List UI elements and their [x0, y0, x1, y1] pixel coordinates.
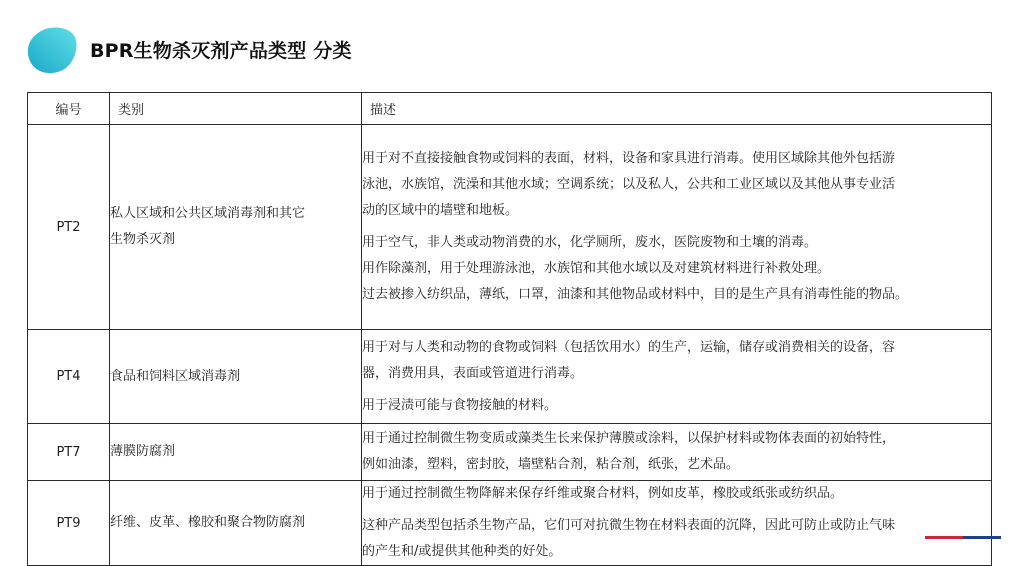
row-category [110, 424, 362, 481]
table-row [28, 330, 992, 424]
description-line: 器，消费用具，表面或管道进行消毒。 [362, 365, 584, 381]
header-description-label: 描述 [370, 103, 397, 118]
row-code: PT4 [28, 330, 110, 424]
description-paragraph [362, 481, 991, 507]
footer-accent-red [925, 536, 963, 539]
description-line: 例如油漆，塑料，密封胶，墙壁粘合剂，粘合剂，纸张，艺术品。 [362, 457, 740, 472]
description-line: 的产生和/或提供其他种类的好处。 [362, 544, 562, 559]
category-line: 纤维、皮革、橡胶和聚合物防腐剂 [110, 515, 306, 530]
description-paragraph [362, 230, 991, 308]
row-description [362, 330, 992, 424]
header-no [28, 93, 110, 125]
row-code: PT9 [28, 481, 110, 566]
description-paragraph [362, 513, 991, 565]
description-line: 用作除藻剂，用于处理游泳池，水族馆和其他水域以及对建筑材料进行补救处理。 [362, 261, 831, 276]
table-row [28, 424, 992, 481]
description-paragraph [362, 146, 991, 224]
description-line: 动的区域中的墙壁和地板。 [362, 203, 519, 218]
category-line: 私人区域和公共区域消毒剂和其它 [110, 206, 306, 221]
row-code: PT2 [28, 125, 110, 330]
description-line: 用于空气，非人类或动物消费的水，化学厕所，废水，医院废物和土壤的消毒。 [362, 235, 818, 250]
category-line: 食品和饲料区域消毒剂 [110, 368, 241, 384]
row-category [110, 125, 362, 330]
description-paragraph [362, 335, 991, 387]
header-no-label: 编号 [55, 103, 82, 118]
description-line: 过去被掺入纺织品，薄纸，口罩，油漆和其他物品或材料中，目的是生产具有消毒性能的物品。 [362, 287, 909, 302]
row-code: PT7 [28, 424, 110, 481]
description-line: 用于通过控制微生物降解来保存纤维或聚合材料，例如皮革，橡胶或纸张或纺织品。 [362, 486, 844, 501]
row-description [362, 125, 992, 330]
description-line: 泳池，水族馆，洗澡和其他水域；空调系统；以及私人，公共和工业区域以及其他从事专业活 [362, 177, 896, 192]
description-line: 用于通过控制微生物变质或藻类生长来保护薄膜或涂料，以保护材料或物体表面的初始特性， [362, 431, 896, 446]
row-description [362, 424, 992, 481]
row-category [110, 330, 362, 424]
footer-accent-navy [963, 536, 1001, 539]
table-row [28, 481, 992, 566]
table-header-row [28, 93, 992, 125]
row-category [110, 481, 362, 566]
category-line: 生物杀灭剂 [110, 232, 176, 247]
description-line: 这种产品类型包括杀生物产品，它们可对抗微生物在材料表面的沉降，因此可防止或防止气味 [362, 518, 896, 533]
description-paragraph [362, 393, 991, 419]
description-line: 用于对与人类和动物的食物或饲料（包括饮用水）的生产，运输，储存或消费相关的设备，容 [362, 339, 896, 355]
description-line: 用于对不直接接触食物或饲料的表面，材料，设备和家具进行消毒。使用区域除其他外包括游 [362, 151, 896, 166]
biocide-type-table [27, 92, 992, 566]
header-category [110, 93, 362, 125]
description-line: 用于浸渍可能与食物接触的材料。 [362, 397, 558, 413]
table-row [28, 125, 992, 330]
category-line: 薄膜防腐剂 [110, 444, 176, 459]
page-title: BPR生物杀灭剂产品类型 分类 [90, 40, 352, 62]
description-paragraph [362, 426, 991, 478]
row-description [362, 481, 992, 566]
header-category-label: 类别 [118, 103, 145, 118]
header-description [362, 93, 992, 125]
blob-logo-icon [26, 25, 78, 75]
